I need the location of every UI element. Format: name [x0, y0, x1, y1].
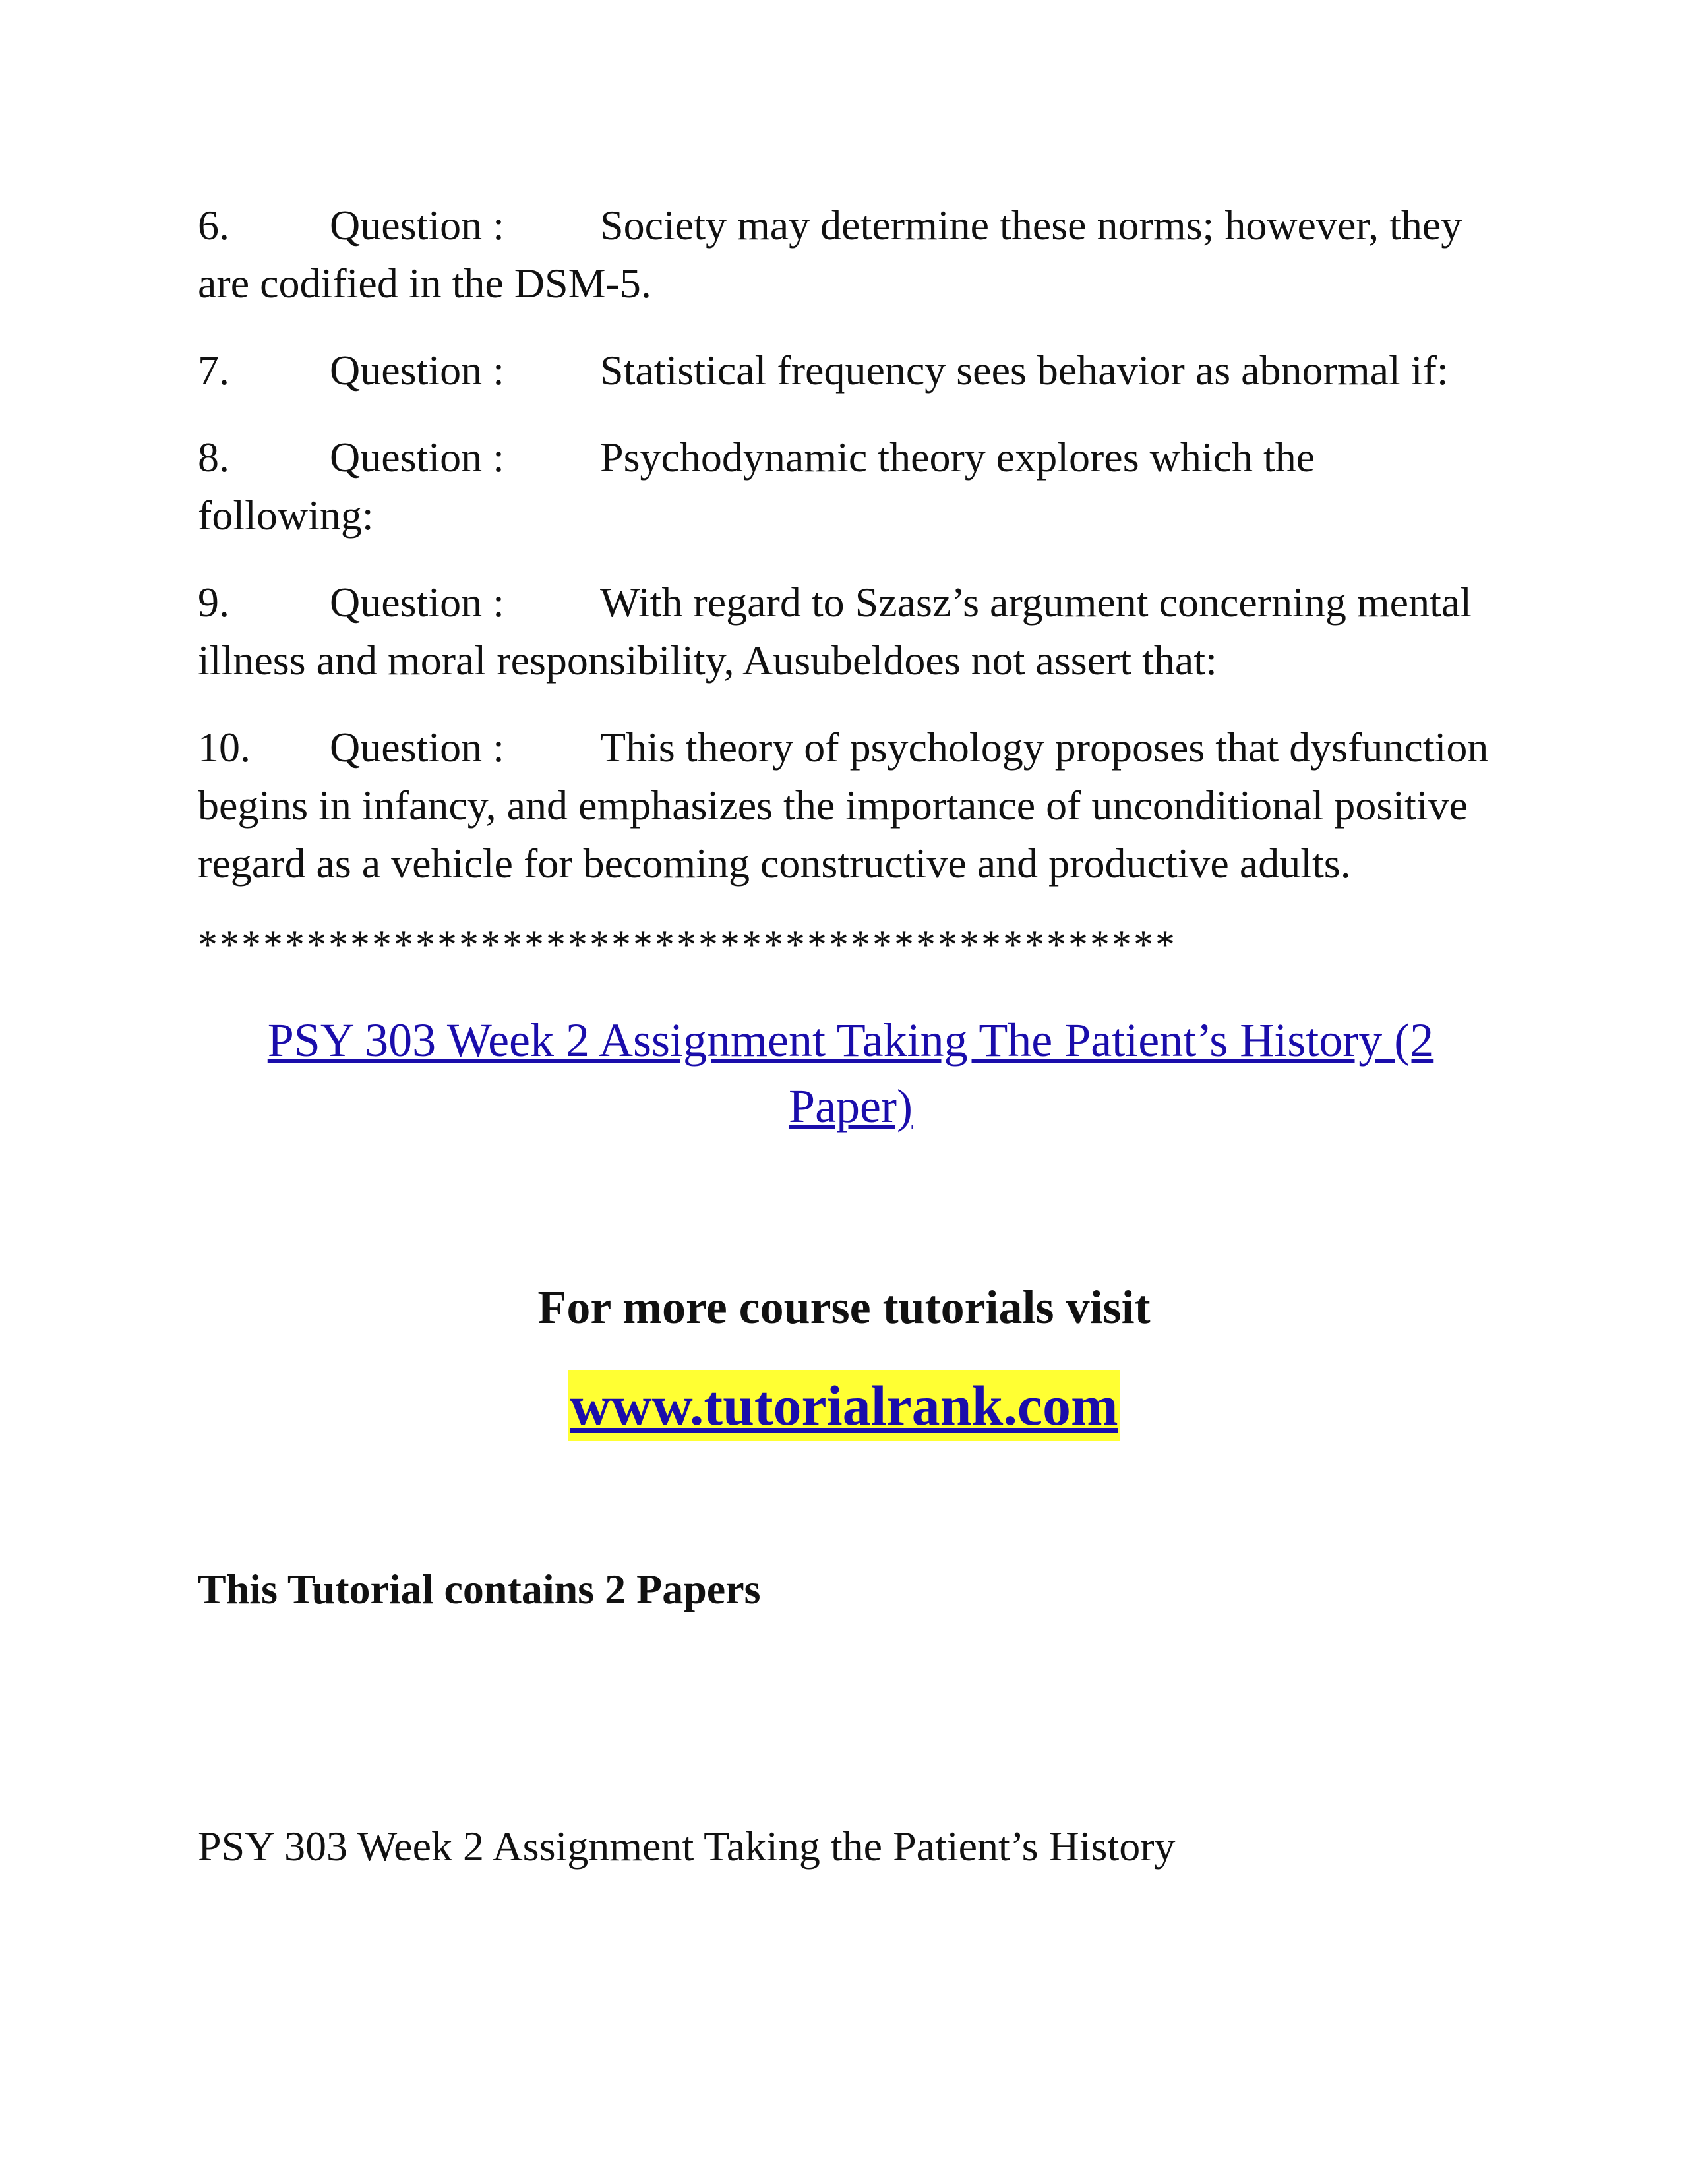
question-text: Society may determine these norms; however, they are codified in the DSM-5. — [198, 202, 1462, 307]
separator-line: ********************************************* — [198, 923, 1177, 966]
question-9 — [198, 574, 1490, 690]
question-label: Question : — [330, 724, 504, 771]
question-text: With regard to Szasz’s argument concerning mental illness and moral responsibility, Ausubeldoes not assert that: — [198, 579, 1472, 684]
question-number: 8. — [198, 434, 229, 481]
question-10 — [198, 719, 1490, 893]
question-label: Question : — [330, 202, 504, 249]
question-8 — [198, 428, 1490, 545]
question-text: This theory of psychology proposes that dysfunction begins in infancy, and emphasizes the importance of unconditional positive regard as a vehicle for becoming constructive and productive adults. — [198, 724, 1489, 887]
question-number: 9. — [198, 579, 229, 626]
question-7 — [198, 341, 1490, 399]
question-label: Question : — [330, 347, 504, 394]
question-label: Question : — [330, 579, 504, 626]
contains-note: This Tutorial contains 2 Papers — [198, 1566, 761, 1612]
question-number: 7. — [198, 347, 229, 394]
question-label: Question : — [330, 434, 504, 481]
question-text: Psychodynamic theory explores which the following: — [198, 434, 1315, 539]
question-number: 6. — [198, 202, 229, 249]
site-link-wrapper — [198, 1370, 1490, 1441]
site-link[interactable]: www.tutorialrank.com — [568, 1370, 1119, 1441]
question-number: 10. — [198, 724, 251, 771]
question-text: Statistical frequency sees behavior as abnormal if: — [600, 347, 1449, 394]
section-title: PSY 303 Week 2 Assignment Taking the Patient’s History — [198, 1823, 1176, 1870]
question-6 — [198, 196, 1490, 312]
assignment-link[interactable]: PSY 303 Week 2 Assignment Taking The Patient’s History (2 Paper) — [267, 1014, 1434, 1133]
visit-heading: For more course tutorials visit — [537, 1281, 1151, 1334]
